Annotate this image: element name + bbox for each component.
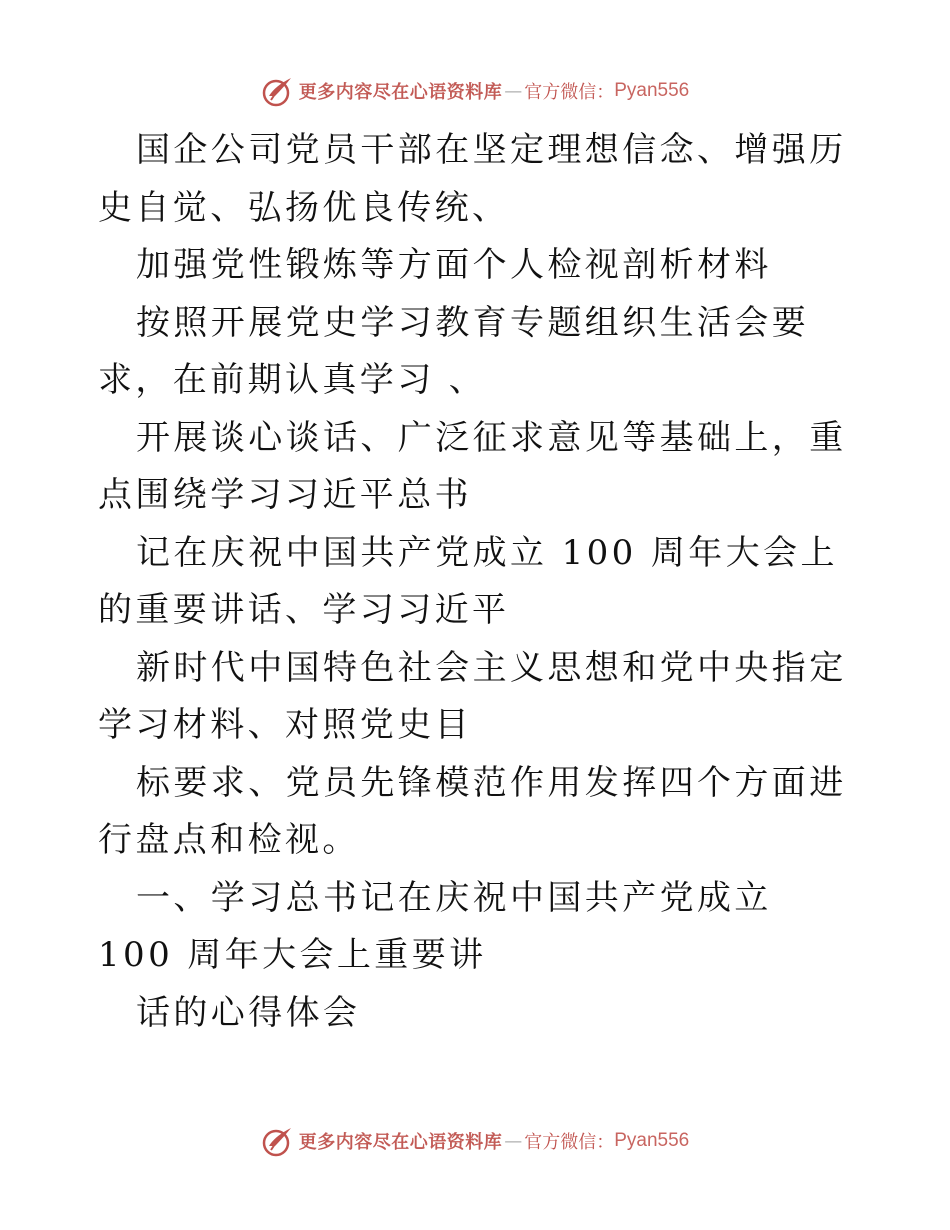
paragraph-9: 话的心得体会 bbox=[136, 992, 361, 1033]
paragraph-3: 按照开展党史学习教育专题组织生活会要求，在前期认真学习 、 bbox=[98, 302, 810, 400]
document-body bbox=[98, 122, 854, 1042]
paragraph-5: 记在庆祝中国共产党成立 100 周年大会上的重要讲话、学习习近平 bbox=[98, 532, 838, 630]
watermark-main-text: 更多内容尽在心语资料库 bbox=[298, 1132, 503, 1153]
watermark-main-text: 更多内容尽在心语资料库 bbox=[298, 82, 503, 103]
watermark-sub-text: 官方微信： bbox=[524, 82, 615, 103]
paragraph-2: 加强党性锻炼等方面个人检视剖析材料 bbox=[136, 245, 772, 285]
footer-watermark bbox=[0, 1124, 950, 1158]
paragraph-8: 一、学习总书记在庆祝中国共产党成立 100 周年大会上重要讲 bbox=[98, 877, 772, 975]
paragraph-7: 标要求、党员先锋模范作用发挥四个方面进行盘点和检视。 bbox=[98, 762, 847, 860]
paragraph-6: 新时代中国特色社会主义思想和党中央指定学习材料、对照党史目 bbox=[98, 647, 847, 745]
quill-logo-icon bbox=[261, 74, 295, 108]
watermark-wechat-id: Pyan556 bbox=[614, 1130, 690, 1151]
watermark-dash: — bbox=[504, 1130, 523, 1152]
header-watermark bbox=[0, 74, 950, 108]
paragraph-4: 开展谈心谈话、广泛征求意见等基础上，重点围绕学习习近平总书 bbox=[98, 417, 847, 515]
watermark-wechat-id: Pyan556 bbox=[614, 80, 690, 101]
paragraph-1: 国企公司党员干部在坚定理想信念、增强历史自觉、弘扬优良传统、 bbox=[98, 130, 847, 228]
watermark-sub-text: 官方微信： bbox=[524, 1132, 615, 1153]
watermark-dash: — bbox=[504, 80, 523, 102]
quill-logo-icon bbox=[261, 1124, 295, 1158]
